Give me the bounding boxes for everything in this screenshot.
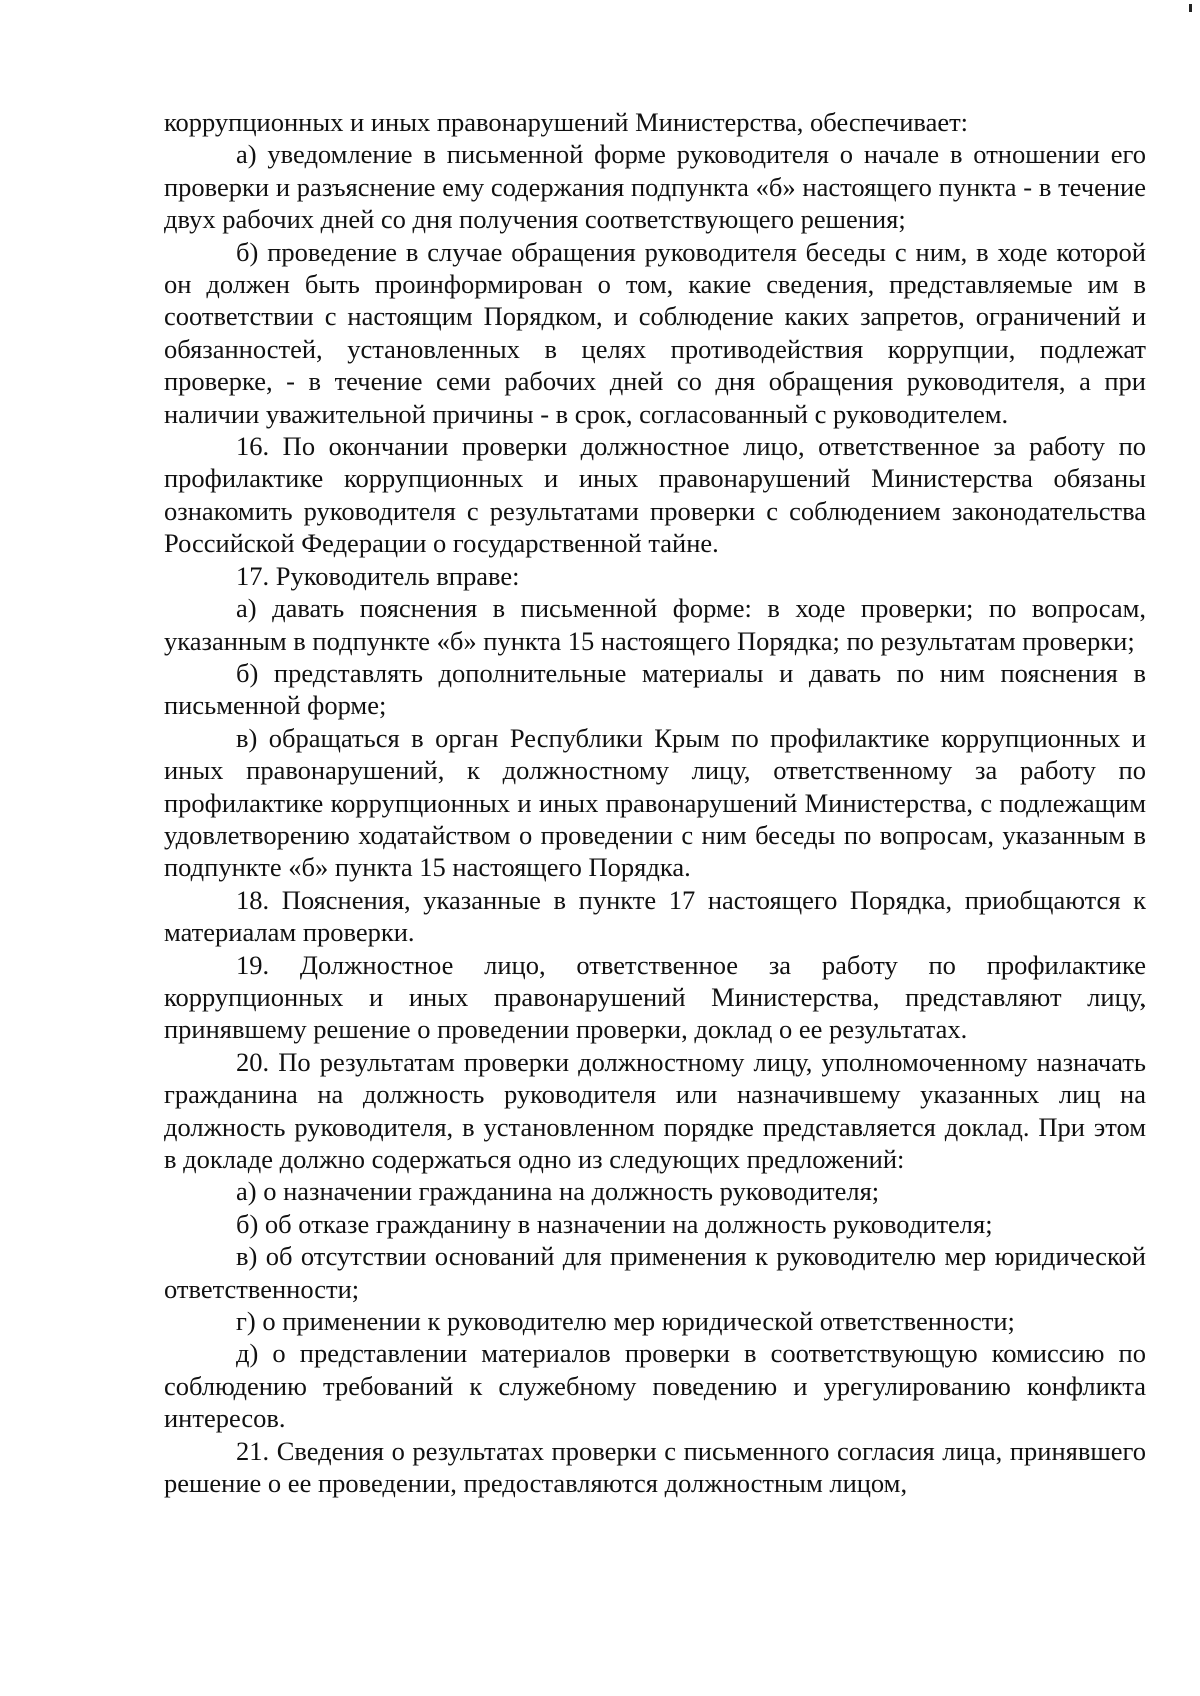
- paragraph-20c: в) об отсутствии оснований для применения к руководителю мер юридической ответственности;: [164, 1241, 1146, 1304]
- paragraph-17b: б) представлять дополнительные материалы и давать по ним пояснения в письменной форме;: [164, 657, 1146, 721]
- paragraph-20d: г) о применении к руководителю мер юридической ответственности;: [236, 1306, 1015, 1337]
- paragraph-continuation: коррупционных и иных правонарушений Министерства, обеспечивает:: [164, 107, 969, 137]
- paragraph-17c: в) обращаться в орган Республики Крым по профилактике коррупционных и иных правонарушений, к должностному лицу, ответственному за работу по профилактике коррупционных и иных правонарушений Министерства, с подлежащим удовлетворению ходатайством о проведении с ним беседы по вопросам, указанным в подпункте «б» пункта 15 настоящего Порядка.: [164, 722, 1146, 883]
- paragraph-20b: б) об отказе гражданину в назначении на должность руководителя;: [236, 1208, 993, 1239]
- paragraph-21: 21. Сведения о результатах проверки с письменного согласия лица, принявшего решение о ее проведении, предоставляются должностным лицом,: [164, 1435, 1146, 1499]
- paragraph-16: 16. По окончании проверки должностное лицо, ответственное за работу по профилактике коррупционных и иных правонарушений Министерства обязаны ознакомить руководителя с результатами проверки с соблюдением законодательства Российской Федерации о государственной тайне.: [164, 431, 1146, 559]
- paragraph-17a: а) давать пояснения в письменной форме: в ходе проверки; по вопросам, указанным в подпункте «б» пункта 15 настоящего Порядка; по результатам проверки;: [164, 593, 1146, 656]
- document-body: [164, 106, 1146, 1499]
- paragraph-20: 20. По результатам проверки должностному лицу, уполномоченному назначать гражданина на должность руководителя или назначившему указанных лиц на должность руководителя, в установленном порядке представляется доклад. При этом в докладе должно содержаться одно из следующих предложений:: [164, 1046, 1146, 1174]
- paragraph-17: 17. Руководитель вправе:: [236, 560, 520, 591]
- paragraph-20e: д) о представлении материалов проверки в соответствующую комиссию по соблюдению требований к служебному поведению и урегулированию конфликта интересов.: [164, 1338, 1146, 1434]
- paragraph-15b: б) проведение в случае обращения руководителя беседы с ним, в ходе которой он должен быть проинформирован о том, какие сведения, представляемые им в соответствии с настоящим Порядком, и соблюдение каких запретов, ограничений и обязанностей, установленных в целях противодействия коррупции, подлежат проверке, - в течение семи рабочих дней со дня обращения руководителя, а при наличии уважительной причины - в срок, согласованный с руководителем.: [164, 236, 1146, 429]
- paragraph-15a: а) уведомление в письменной форме руководителя о начале в отношении его проверки и разъяснение ему содержания подпункта «б» настоящего пункта - в течение двух рабочих дней со дня получения соответствующего решения;: [164, 139, 1146, 235]
- paragraph-19: 19. Должностное лицо, ответственное за работу по профилактике коррупционных и иных правонарушений Министерства, представляют лицу, принявшему решение о проведении проверки, доклад о ее результатах.: [164, 949, 1146, 1045]
- paragraph-18: 18. Пояснения, указанные в пункте 17 настоящего Порядка, приобщаются к материалам проверки.: [164, 884, 1146, 948]
- paragraph-20a: а) о назначении гражданина на должность руководителя;: [236, 1176, 880, 1207]
- scan-artifact-mark: [1189, 4, 1192, 12]
